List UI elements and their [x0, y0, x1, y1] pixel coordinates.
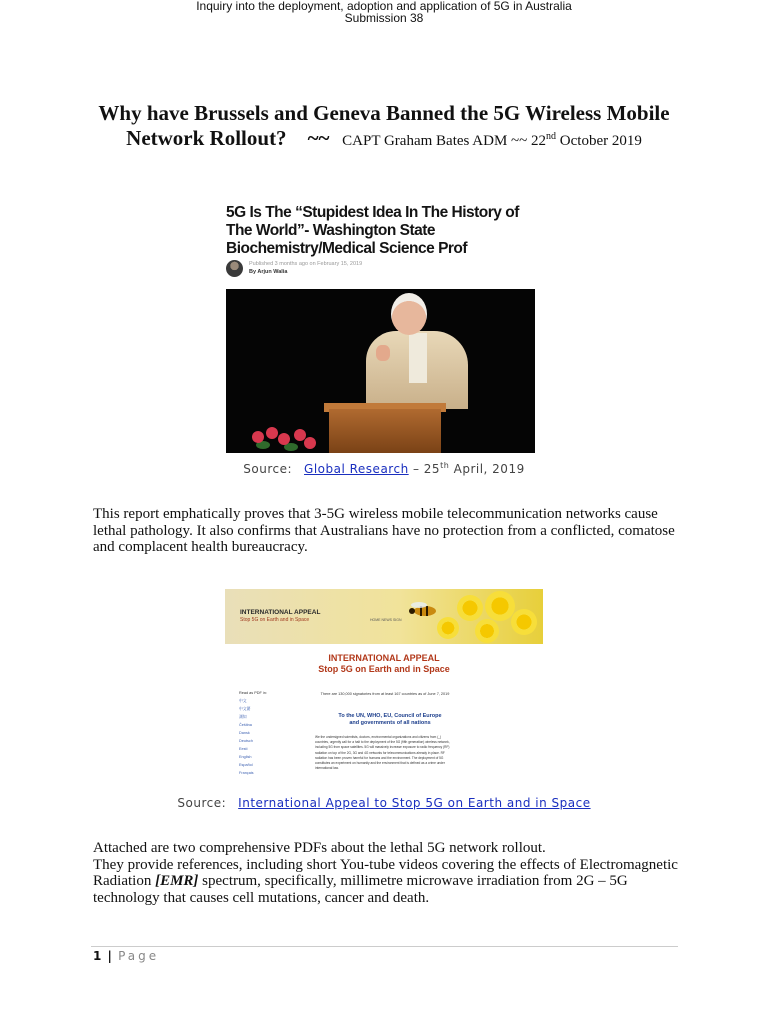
document-header [0, 0, 768, 24]
article-meta [226, 260, 526, 278]
title-byline [335, 133, 642, 149]
appeal-title [225, 653, 543, 675]
banner-title: INTERNATIONAL APPEAL [240, 609, 321, 616]
footer-separator: | [102, 949, 119, 963]
language-link[interactable]: 測知 [239, 715, 247, 719]
footer-divider [91, 946, 678, 947]
language-sidebar [239, 689, 279, 777]
bee-icon [403, 601, 443, 619]
global-research-link[interactable]: Global Research [304, 462, 409, 476]
date-rest: October 2019 [556, 133, 642, 149]
header-line-1: Inquiry into the deployment, adoption and application of 5G in Australia [196, 0, 572, 13]
author-name: CAPT Graham Bates ADM ~~ 22 [342, 133, 547, 149]
closing-text-pre: They provide references, including short You-tube videos covering the effects of Electromagnetic Radiation [93, 856, 678, 889]
page-number: 1 [93, 949, 103, 963]
avatar [226, 260, 243, 277]
speaker-hand [376, 345, 390, 361]
language-link[interactable]: Dansk [239, 731, 250, 735]
source-label: Source: [177, 796, 227, 810]
appeal-body-text: We the undersigned scientists, doctors, environmental organizations and citizens from (_) countries, urgently call for a halt to the deployment of the 5G (fifth generation) wireless network, including 5G from space satellites. 5G will massively increase exposure to radio frequency (RF) radiation on top of the 2G, 3G and 4G networks for telecommunications already in place. RF radiation has been proven harmful for humans and the environment. The deployment of 5G constitutes an experiment on humanity and the environment that is defined as a crime under international law. [315, 735, 450, 771]
yellow-flower [475, 619, 499, 643]
banner-nav: HOME NEWS SIGN [370, 618, 402, 622]
caption-date-suffix: th [440, 461, 450, 470]
published-date: Published 3 months ago on February 15, 2019 [249, 261, 363, 267]
flowers [250, 425, 320, 453]
source-label: Source: [243, 462, 293, 476]
caption-date-post: April, 2019 [449, 462, 525, 476]
appeal-screenshot-figure [225, 589, 543, 780]
emr-emphasis: [EMR] [155, 873, 199, 889]
addressee-line-2: and governments of all nations [349, 720, 431, 726]
title-separator: ~~ [307, 126, 330, 150]
closing-text-post: spectrum, specifically, millimetre microwave irradiation from 2G – 5G technology that causes cell mutations, cancer and death. [93, 873, 628, 906]
flower [304, 437, 316, 449]
language-link[interactable]: Čeština [239, 723, 252, 727]
flower [266, 427, 278, 439]
title-main: Why have Brussels and Geneva Banned the 5G Wireless Mobile Network Rollout? [98, 101, 670, 150]
appeal-title-line-2: Stop 5G on Earth and in Space [318, 664, 450, 674]
article-headline: 5G Is The “Stupidest Idea In The History of The World”- Washington State Biochemistry/Medical Science Prof [226, 204, 519, 257]
yellow-flower [485, 591, 515, 621]
figure-2-caption [0, 796, 768, 810]
document-title [60, 101, 708, 153]
flower [278, 433, 290, 445]
closing-paragraph [93, 840, 685, 906]
yellow-flower [457, 595, 483, 621]
language-link[interactable]: English [239, 755, 252, 759]
article-screenshot-figure [222, 198, 542, 454]
closing-line-2 [93, 857, 685, 907]
date-suffix: nd [546, 131, 557, 142]
language-link[interactable]: Français [239, 771, 254, 775]
speaker-photo [226, 289, 535, 453]
speaker-shirt [409, 333, 427, 383]
signatories-count: There are 130,000 signatories from at least 167 countries as of June 7, 2019 [320, 692, 450, 696]
language-link[interactable]: Español [239, 763, 253, 767]
page-label: Page [118, 949, 160, 963]
article-author: By Arjun Walia [249, 269, 288, 275]
figure-1-caption [0, 461, 768, 476]
caption-date-pre: – 25 [408, 462, 441, 476]
speaker-head [391, 293, 427, 335]
international-appeal-link[interactable]: International Appeal to Stop 5G on Earth and in Space [238, 796, 591, 810]
appeal-title-line-1: INTERNATIONAL APPEAL [328, 653, 440, 663]
addressee-line-1: To the UN, WHO, EU, Council of Europe [338, 713, 442, 719]
intro-paragraph: This report emphatically proves that 3-5G wireless mobile telecommunication networks cause lethal pathology. It also confirms that Australians have no protection from a conflicted, comatose and complacent health bureaucracy. [93, 506, 675, 555]
yellow-flower [511, 609, 537, 635]
page-footer [93, 949, 159, 963]
appeal-addressee [325, 713, 455, 727]
language-link[interactable]: 中文繁 [239, 707, 251, 711]
sidebar-heading: Read as PDF in: [239, 691, 267, 695]
closing-line-1: Attached are two comprehensive PDFs about the lethal 5G network rollout. [93, 840, 546, 856]
language-link[interactable]: Eesti [239, 747, 248, 751]
appeal-banner [225, 589, 543, 644]
language-link[interactable]: 中文 [239, 699, 247, 703]
header-line-2: Submission 38 [344, 11, 424, 25]
flower [252, 431, 264, 443]
language-link[interactable]: Deutsch [239, 739, 253, 743]
banner-subtitle: Stop 5G on Earth and in Space [240, 617, 310, 623]
podium [329, 409, 441, 453]
yellow-flower [437, 617, 459, 639]
